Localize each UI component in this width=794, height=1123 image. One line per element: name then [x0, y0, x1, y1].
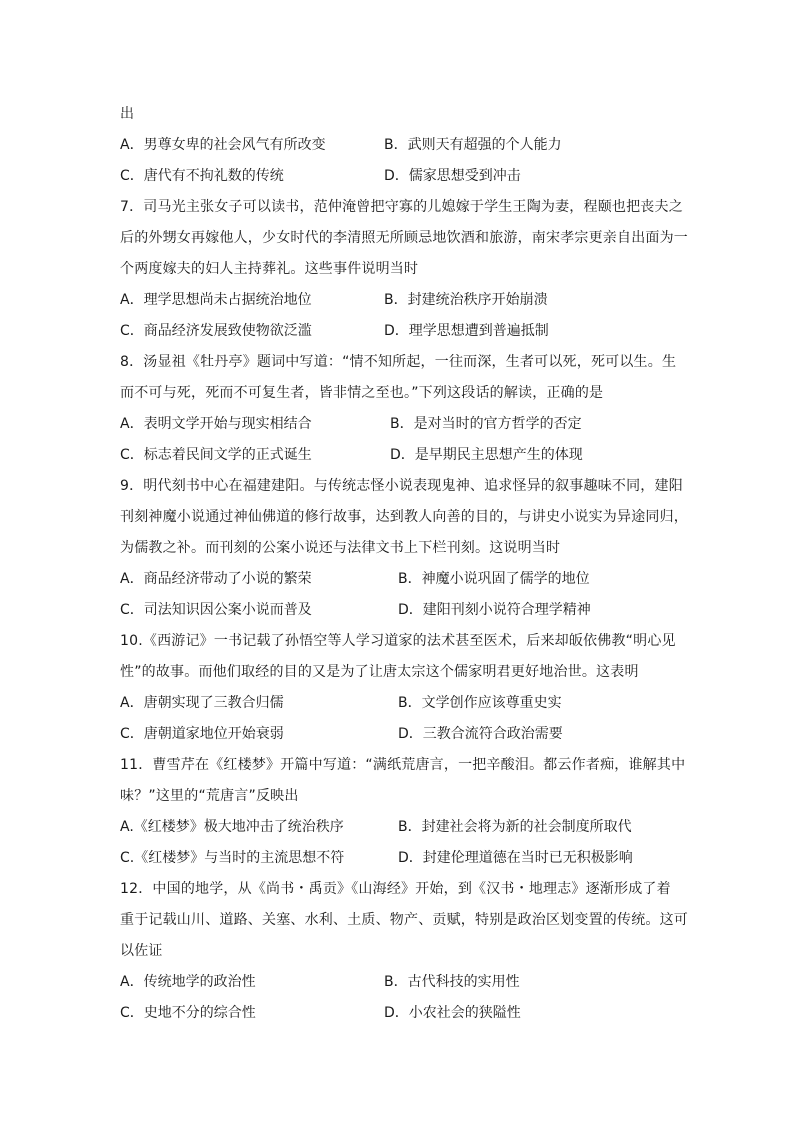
- q12-option-d: D．小农社会的狭隘性: [384, 1005, 521, 1021]
- q7-stem-line: 个两度嫁夫的妇人主持葬礼。这些事件说明当时: [120, 261, 419, 277]
- q7-option-b: B．封建统治秩序开始崩溃: [384, 292, 548, 308]
- q6-options-row1: [120, 130, 680, 161]
- q7-options-row2: [120, 316, 680, 347]
- q7-options-row1: [120, 285, 680, 316]
- q12-stem-line: 以佐证: [120, 943, 163, 959]
- q12-options-row2: [120, 998, 680, 1029]
- q10-options-row1: [120, 688, 680, 719]
- q9-options-row2: [120, 595, 680, 626]
- q10-stem-line: 性”的故事。而他们取经的目的又是为了让唐太宗这个儒家明君更好地治世。这表明: [120, 664, 639, 680]
- q10-options-row2: [120, 719, 680, 750]
- q11-option-b: B．封建社会将为新的社会制度所取代: [398, 819, 632, 835]
- q12-option-a: A．传统地学的政治性: [120, 974, 256, 990]
- q10-stem-line: 10.《西游记》一书记载了孙悟空等人学习道家的法术甚至医术，后来却皈依佛教“明心见: [120, 633, 676, 649]
- q11-option-c: C.《红楼梦》与当时的主流思想不符: [120, 850, 345, 866]
- q12-option-c: C．史地不分的综合性: [120, 1005, 256, 1021]
- q7-stem-line: 后的外甥女再嫁他人，少女时代的李清照无所顾忌地饮酒和旅游，南宋孝宗更亲自出面为一: [120, 230, 688, 246]
- q7-option-c: C．商品经济发展致使物欲泛滥: [120, 323, 312, 339]
- q9-stem-line: 为儒教之补。而刊刻的公案小说还与法律文书上下栏刊刻。这说明当时: [120, 540, 561, 556]
- q6-option-d: D．儒家思想受到冲击: [384, 168, 521, 184]
- q6-option-a: A．男尊女卑的社会风气有所改变: [120, 137, 326, 153]
- q9-stem-line: 刊刻神魔小说通过神仙佛道的修行故事，达到教人向善的目的，与讲史小说实为异途同归，: [120, 509, 688, 525]
- q11-option-d: D．封建伦理道德在当时已无积极影响: [398, 850, 633, 866]
- q8-option-d: D．是早期民主思想产生的体现: [390, 447, 583, 463]
- q12-stem-line: 重于记载山川、道路、关塞、水利、土质、物产、贡赋，特别是政治区划变置的传统。这可: [120, 912, 688, 928]
- q9-option-b: B．神魔小说巩固了儒学的地位: [398, 571, 590, 587]
- q6-stem-tail: 出: [120, 106, 135, 122]
- q10-option-b: B．文学创作应该尊重史实: [398, 695, 562, 711]
- exam-content: [120, 99, 688, 1029]
- q8-option-c: C．标志着民间文学的正式诞生: [120, 447, 312, 463]
- q12-stem-line: 12．中国的地学，从《尚书・禹贡》《山海经》开始，到《汉书・地理志》逐渐形成了着: [120, 881, 671, 897]
- q9-stem-line: 9．明代刻书中心在福建建阳。与传统志怪小说表现鬼神、追求怪异的叙事趣味不同，建阳: [120, 478, 683, 494]
- q9-option-a: A．商品经济带动了小说的繁荣: [120, 571, 312, 587]
- q8-options-row1: [120, 409, 680, 440]
- q12-option-b: B．古代科技的实用性: [384, 974, 520, 990]
- q7-option-d: D．理学思想遭到普遍抵制: [384, 323, 549, 339]
- q9-option-c: C．司法知识因公案小说而普及: [120, 602, 312, 618]
- q11-stem-line: 11．曹雪芹在《红楼梦》开篇中写道：“满纸荒唐言，一把辛酸泪。都云作者痴，谁解其中: [120, 757, 686, 773]
- q10-option-c: C．唐朝道家地位开始衰弱: [120, 726, 284, 742]
- q7-option-a: A．理学思想尚未占据统治地位: [120, 292, 312, 308]
- q8-stem-line: 8．汤显祖《牡丹亭》题词中写道：“情不知所起，一往而深，生者可以死，死可以生。生: [120, 354, 677, 370]
- q8-options-row2: [120, 440, 680, 471]
- q9-option-d: D．建阳刊刻小说符合理学精神: [398, 602, 591, 618]
- q7-stem-line: 7．司马光主张女子可以读书，范仲淹曾把守寡的儿媳嫁于学生王陶为妻，程颐也把丧夫之: [120, 199, 683, 215]
- q12-options-row1: [120, 967, 680, 998]
- q10-option-a: A．唐朝实现了三教合归儒: [120, 695, 284, 711]
- q8-option-b: B．是对当时的官方哲学的否定: [390, 416, 582, 432]
- q9-options-row1: [120, 564, 680, 595]
- q11-stem-line: 味？”这里的“荒唐言”反映出: [120, 788, 299, 804]
- q11-options-row1: [120, 812, 680, 843]
- q11-option-a: A.《红楼梦》极大地冲击了统治秩序: [120, 819, 344, 835]
- q6-options-row2: [120, 161, 680, 192]
- q8-stem-line: 而不可与死，死而不可复生者，皆非情之至也。”下列这段话的解读，正确的是: [120, 385, 604, 401]
- q6-option-c: C．唐代有不拘礼数的传统: [120, 168, 284, 184]
- q8-option-a: A．表明文学开始与现实相结合: [120, 416, 312, 432]
- q11-options-row2: [120, 843, 680, 874]
- q10-option-d: D．三教合流符合政治需要: [398, 726, 563, 742]
- q6-option-b: B．武则天有超强的个人能力: [384, 137, 562, 153]
